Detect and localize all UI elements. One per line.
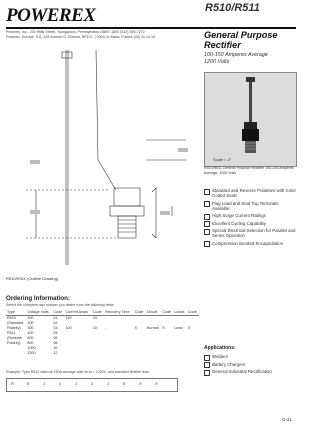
example-code-char: 0 (59, 381, 62, 386)
table-cell: X (134, 325, 138, 330)
table-cell: 600 (27, 335, 34, 340)
feature-text: Special Electrical Selection for Parallel and Series Operation (212, 228, 296, 239)
table-row (6, 351, 199, 356)
table-cell (173, 351, 186, 356)
ordering-example: Example: Type R510 rated at 150A average with Vrrm = 1200V, and standard flexible lead. (6, 370, 150, 374)
col-current-code: Code (92, 310, 104, 315)
applications-list (204, 354, 296, 377)
table-cell: 03 (53, 325, 58, 330)
table-cell: 100 (65, 325, 72, 330)
ordering-info-title: Ordering Information: (6, 295, 70, 302)
application-item (204, 354, 296, 359)
features-list (204, 188, 296, 249)
rectifier-photo-illustration (205, 73, 296, 166)
table-cell: Normal (146, 325, 159, 330)
col-voltage: Voltage Volts (26, 310, 52, 315)
table-cell (187, 351, 199, 356)
checkbox-icon (204, 362, 210, 368)
example-code-char: 2 (91, 381, 94, 386)
example-part-number-boxes (6, 378, 178, 392)
feature-text: Standard and Reverse Polarities with Color Coded Seals (212, 188, 296, 198)
example-code-char: 1 (43, 381, 46, 386)
product-title-line2: Rectifier (204, 40, 241, 50)
table-cell: 150 (65, 315, 72, 320)
table-cell: Polarity) (7, 340, 21, 345)
address-line-europe: Powerex, Europe, S.A. 428 Avenue G. Durand, BP107, 72003 Le Mans, France (43) 41.14.14 (6, 35, 155, 39)
product-title (204, 30, 278, 50)
application-text: General Industrial Rectification (212, 369, 272, 375)
checkbox-icon (204, 214, 210, 220)
checkbox-icon (204, 221, 210, 227)
example-code-char: R (11, 381, 14, 386)
product-rating-current: 100-150 Amperes Average (204, 52, 268, 58)
table-cell: 12 (53, 350, 58, 355)
feature-item (204, 188, 296, 198)
outline-drawing (6, 40, 201, 275)
feature-item (204, 241, 296, 246)
application-item (204, 362, 296, 367)
table-cell: 04 (53, 330, 58, 335)
table-cell: X (162, 325, 165, 330)
table-cell: Lead (174, 325, 183, 330)
ordering-instruction: Select the complete part number you desire from the following table: (6, 303, 115, 307)
photo-caption: R510/R511 General Purpose Rectifier 100-150 Amperes Average, 1200 Volts (204, 166, 294, 175)
col-voltage-code: Code (52, 310, 64, 315)
checkbox-icon (204, 355, 210, 361)
checkbox-icon (204, 229, 210, 235)
col-leads-code: Code (187, 310, 199, 315)
table-cell: 1000 (27, 345, 36, 350)
col-recovery: Recovery Time (104, 310, 134, 315)
example-code-char: 5 (123, 381, 126, 386)
table-cell (161, 351, 173, 356)
feature-text: Flag Lead and Stud Top Terminals Available (212, 200, 279, 211)
table-cell: 02 (53, 320, 58, 325)
outline-drawing-svg (6, 40, 201, 275)
table-cell: 100 (27, 315, 34, 320)
checkbox-icon (204, 370, 210, 376)
table-cell (134, 351, 146, 356)
feature-item (204, 228, 296, 238)
ordering-table (6, 310, 199, 356)
table-cell (6, 351, 26, 356)
col-circuit-code: Code (161, 310, 173, 315)
example-code-char: X (139, 381, 142, 386)
application-item (204, 369, 296, 374)
feature-item (204, 221, 296, 226)
col-circuit: Circuit (146, 310, 162, 315)
table-cell: 08 (53, 340, 58, 345)
feature-text: Excellent Cycling Capability (212, 220, 266, 226)
product-subtitle (204, 52, 268, 65)
col-current: Current Amps (64, 310, 91, 315)
example-code-char: X (155, 381, 158, 386)
example-code-char: 1 (107, 381, 110, 386)
ordering-table-body (6, 315, 199, 356)
product-rating-voltage: 1200 Volts (204, 58, 230, 65)
table-cell: 10 (53, 345, 58, 350)
feature-text: Compression Bonded Encapsulation (212, 240, 284, 246)
table-cell (104, 351, 134, 356)
table-cell: 400 (27, 330, 34, 335)
product-title-line1: General Purpose (204, 30, 278, 40)
header-rule (6, 27, 296, 29)
application-text: Battery Chargers (212, 361, 246, 367)
col-recovery-code: Code (134, 310, 146, 315)
table-cell: 300 (27, 325, 34, 330)
feature-item (204, 201, 296, 211)
checkbox-icon (204, 241, 210, 247)
table-cell (146, 351, 162, 356)
address-line-us: Powerex, Inc., 200 Hillis Street, Youngwood, Pennsylvania 15697-1800 (412) 925-7272 (6, 30, 145, 34)
table-cell: 800 (27, 340, 34, 345)
applications-title: Applications: (204, 345, 236, 351)
outline-drawing-label: R510/R511 (Outline Drawing) (6, 276, 59, 281)
table-cell: 15 (92, 315, 97, 320)
table-cell: R510 (7, 315, 16, 320)
feature-item (204, 213, 296, 218)
table-cell: Polarity) (7, 325, 21, 330)
col-type: Type (6, 310, 26, 315)
table-cell: R511 (7, 330, 16, 335)
col-leads: Leads (173, 310, 186, 315)
table-cell: X (187, 325, 191, 330)
table-cell: - (104, 325, 107, 330)
example-code-char: 5 (27, 381, 30, 386)
company-address (6, 30, 201, 40)
product-photo (204, 72, 297, 167)
powerex-logo: POWEREX (6, 5, 96, 26)
application-text: Welders (212, 354, 229, 359)
photo-scale-note: Scale = 2" (213, 157, 232, 162)
table-cell: 01 (53, 315, 58, 320)
checkbox-icon (204, 201, 210, 207)
part-number-heading: R510/R511 (205, 2, 260, 14)
checkbox-icon (204, 189, 210, 195)
table-cell (92, 351, 104, 356)
table-cell: 200 (27, 320, 34, 325)
table-cell: 06 (53, 335, 58, 340)
table-cell: 10 (92, 325, 97, 330)
feature-text: High Surge Current Ratings (212, 213, 266, 219)
example-code-char: 1 (75, 381, 78, 386)
page-number: G-21 (282, 417, 293, 422)
table-cell: 1200 (27, 350, 36, 355)
table-cell: (Standard (7, 320, 24, 325)
table-cell (64, 351, 91, 356)
table-cell: (Reverse (7, 335, 22, 340)
